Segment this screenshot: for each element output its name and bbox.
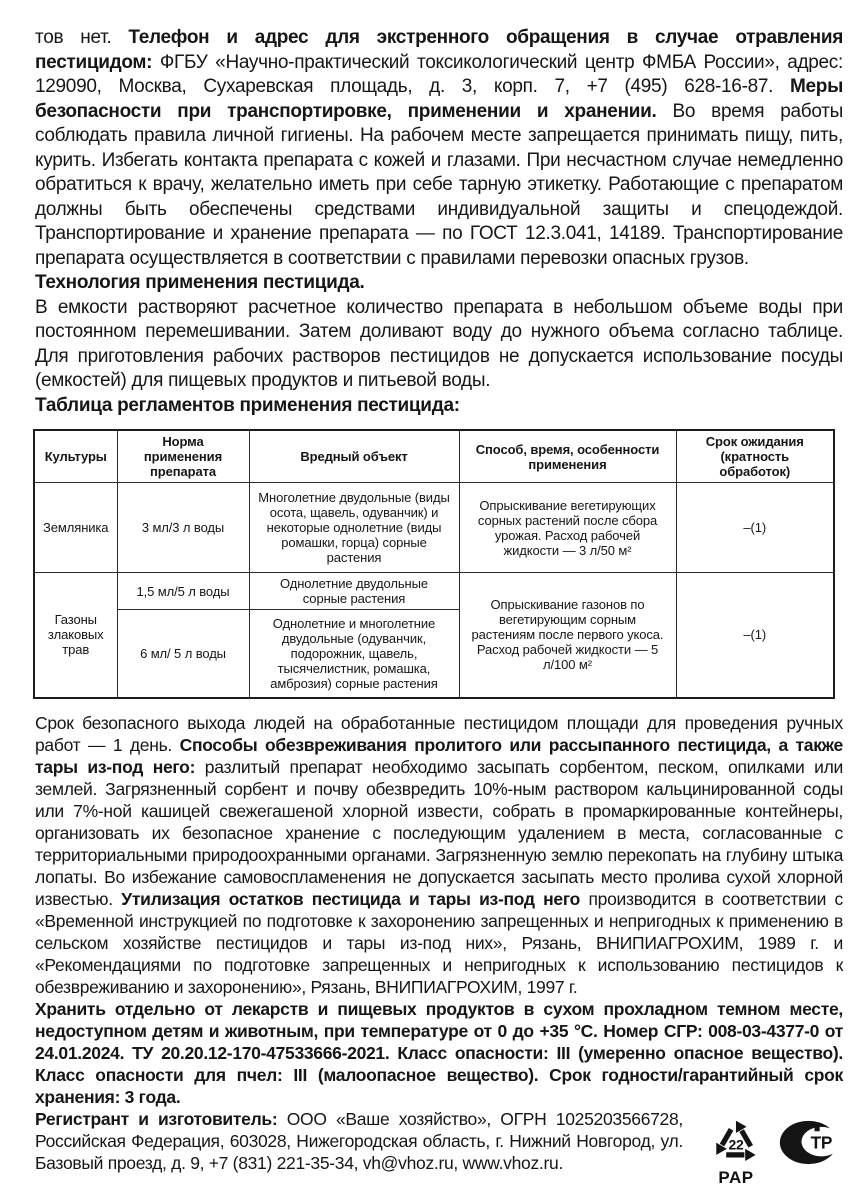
registrant-details: ООО «Ваше хозяйство», ОГРН 1025203566728, Российская Федерация, 603028, Нижегородская область, г. Нижний Новгород, ул. Базовый проезд, д. 9, +7 (831) 221-35-34, vh@vhoz.ru, www.vhoz.ru.: [35, 1108, 683, 1173]
recycling-code-label: 22: [728, 1136, 744, 1153]
recycling-pap-icon: [705, 1111, 767, 1186]
disposal-label: Утилизация остатков пестицида и тары из-под него: [121, 888, 581, 909]
registrant-label: Регистрант и изготовитель:: [35, 1108, 278, 1129]
cell-strawberry-target: Многолетние двудольные (виды осота, щавель, одуванчик) и некоторые однолетние (виды ромашки, горца) сорные растения: [249, 483, 459, 573]
cell-strawberry-culture: Земляника: [34, 483, 117, 573]
paragraph-storage-conditions: Хранить отдельно от лекарств и пищевых продуктов в сухом прохладном темном месте, недоступном детям и животным, при температуре от 0 до +35 °С. Номер СГР: 008-03-4377-0 от 24.01.2024. ТУ 20.20.12-170-47533666-2021. Класс опасности: III (умеренно опасное вещество). Класс опасности для пчел: III (малоопасное вещество). Срок годности/гарантийный срок хранения: 3 года.: [35, 998, 843, 1107]
emergency-contact-label: Телефон и адрес для экстренного обращения в случае отравления пестицидом:: [35, 27, 843, 73]
decontamination-text: разлитый препарат необходимо засыпать сорбентом, песком, опилками или землей. Загрязненный сорбент и почву обезвредить 10%-ным раствором кальцинированной соды или 7%-ной кашицей свежегашеной хлорной извести, собрать в промаркированные контейнеры, организовать их безопасное хранение с последующим удалением в места, согласованные с территориальными природоохранными органами. Загрязненную землю перекопать на глубину штыка лопаты. Во избежание самовоспламенения не допускается засыпать место пролива сухой хлорной известью.: [35, 756, 843, 909]
cell-lawns-rate-2: 6 мл/ 5 л воды: [117, 610, 249, 698]
safety-measures-text: Во время работы соблюдать правила личной гигиены. На рабочем месте запрещается принимать пищу, пить, курить. Избегать контакта препарата с кожей и глазами. При несчастном случае немедленно обратиться к врачу, желательно иметь при себе тарную этикетку. Работающие с препаратом должны быть обеспечены средствами индивидуальной защиты и спецодеждой. Транспортирование и хранение препарата — по ГОСТ 12.3.041, 14189. Транспортирование препарата осуществляется в соответствии с правилами перевозки опасных грузов.: [35, 100, 843, 269]
emergency-contact-details: ФГБУ «Научно-практический токсикологический центр ФМБА России», адрес: 129090, Москва, Сухаревская площадь, д. 3, корп. 7, +7 (495) 628-16-87.: [35, 51, 843, 97]
paragraph-application-technology: В емкости растворяют расчетное количество препарата в небольшом объеме воды при постоянном перемешивании. Затем доливают воду до нужного объема согласно таблице. Для приготовления рабочих растворов пестицидов не допускается использование посуды (емкостей) для пищевых продуктов и питьевой воды.: [35, 296, 843, 391]
reentry-period-text: Срок безопасного выхода людей на обработанные пестицидом площади для проведения ручных работ — 1 день.: [35, 712, 843, 755]
decontamination-label: Способы обезвреживания пролитого или рассыпанного пестицида, а также тары из-под него:: [35, 734, 843, 777]
disposal-text: производится в соответствии с «Временной инструкцией по подготовке к захоронению запрещенных и непригодных к применению в сельском хозяйстве пестицидов и тары из-под них», Рязань, ВНИПИАГРОХИМ, 1989 г. и «Рекомендациями по подготовке запрещенных и непригодных к использованию пестицидов к обезвреживанию и захоронению», Рязань, ВНИПИАГРОХИМ, 1997 г.: [35, 888, 843, 997]
cell-lawns-rate-1: 1,5 мл/5 л воды: [117, 573, 249, 610]
paragraph-registrant: [35, 1108, 843, 1187]
pap-material-label: PAP: [718, 1167, 754, 1187]
header-waiting-period: Срок ожидания (кратность обработок): [676, 430, 834, 483]
cell-strawberry-method: Опрыскивание вегетирующих сорных растений после сбора урожая. Расход рабочей жидкости — 3 л/50 м²: [459, 483, 676, 573]
heading-application-technology: Технология применения пестицида.: [35, 272, 365, 293]
heading-regulations-table: Таблица регламентов применения пестицида:: [35, 394, 460, 416]
cell-lawns-target-2: Однолетние и многолетние двудольные (одуванчик, подорожник, щавель, тысячелистник, ромашка, амброзия) сорные растения: [249, 610, 459, 698]
paragraph-decontamination-disposal: [35, 712, 843, 998]
cell-strawberry-rate: 3 мл/3 л воды: [117, 483, 249, 573]
cell-lawns-target-1: Однолетние двудольные сорные растения: [249, 573, 459, 610]
header-cultures: Культуры: [34, 430, 117, 483]
intro-continuation-text: тов нет.: [35, 27, 129, 48]
cell-lawns-waiting: –(1): [676, 573, 834, 698]
str-letters-label: ТР: [810, 1132, 833, 1153]
table-row-strawberry: [34, 483, 834, 573]
table-header-row: [34, 430, 834, 483]
paragraph-emergency-safety: [35, 26, 843, 271]
cell-lawns-method: Опрыскивание газонов по вегетирующим сорным растениям после первого укоса. Расход рабочей жидкости — 5 л/100 м²: [459, 573, 676, 698]
regulations-table: [33, 429, 835, 699]
str-certification-icon: [779, 1120, 843, 1170]
header-method-time: Способ, время, особенности применения: [459, 430, 676, 483]
certification-icons-block: [691, 1111, 843, 1187]
header-application-rate: Норма применения препарата: [117, 430, 249, 483]
header-harmful-object: Вредный объект: [249, 430, 459, 483]
cell-strawberry-waiting: –(1): [676, 483, 834, 573]
cell-lawns-culture: Газоны злаковых трав: [34, 573, 117, 698]
safety-measures-label: Меры безопасности при транспортировке, применении и хранении.: [35, 76, 843, 122]
table-row-lawns-1: [34, 573, 834, 610]
